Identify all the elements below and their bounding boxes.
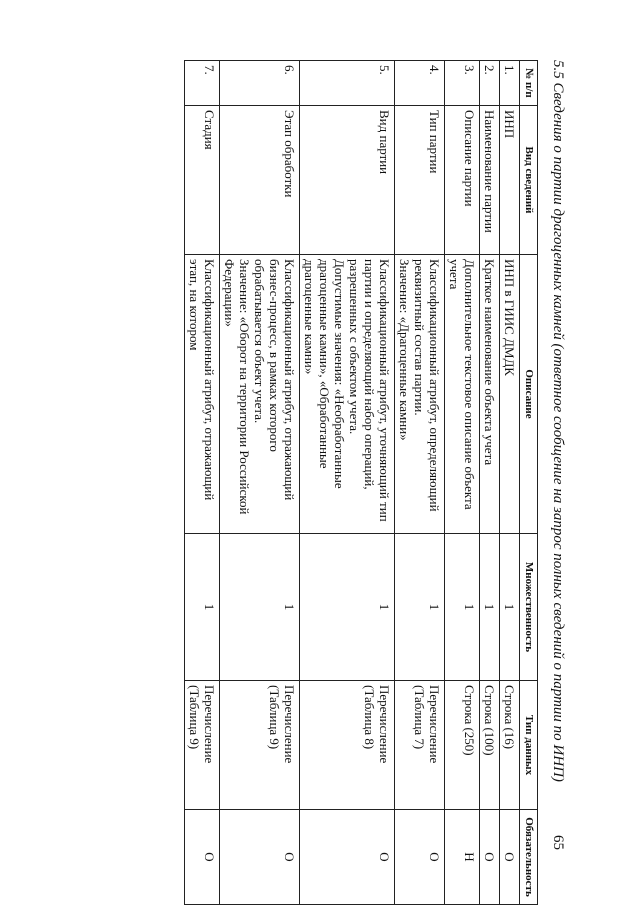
desc-line: ИНП в ГИИС ДМДК xyxy=(502,259,517,376)
desc-line: Классификационный атрибут, определяющий реквизитный состав партии. xyxy=(412,259,442,512)
cell-mult: 1 xyxy=(185,534,220,681)
cell-req: О xyxy=(480,810,500,905)
cell-req: Н xyxy=(445,810,480,905)
cell-type: Строка (16) xyxy=(500,681,520,810)
cell-desc xyxy=(445,255,480,534)
cell-req: О xyxy=(185,810,220,905)
desc-line: Дополнительное текстовое описание объекта учета xyxy=(447,259,477,510)
cell-desc xyxy=(300,255,395,534)
cell-mult: 1 xyxy=(395,534,445,681)
cell-mult: 1 xyxy=(300,534,395,681)
header-kind: Вид сведений xyxy=(520,106,538,255)
desc-line: Значение: «Драгоценные камни» xyxy=(397,259,412,441)
cell-type: Строка (100) xyxy=(480,681,500,810)
cell-type: Перечисление (Таблица 9) xyxy=(220,681,300,810)
cell-num: 7. xyxy=(185,61,220,106)
header-mult: Множественность xyxy=(520,534,538,681)
cell-kind: Описание партии xyxy=(445,106,480,255)
cell-kind: Стадия xyxy=(185,106,220,255)
cell-mult: 1 xyxy=(220,534,300,681)
desc-line: Классификационный атрибут, отражающий бизнес-процесс, в рамках которого обрабатывается объект учета. xyxy=(252,259,297,501)
cell-desc xyxy=(220,255,300,534)
cell-desc xyxy=(480,255,500,534)
desc-line: Допустимые значения: «Необработанные драгоценные камни», «Обработанные драгоценные камни» xyxy=(302,259,347,489)
table-row xyxy=(185,61,220,905)
cell-mult: 1 xyxy=(500,534,520,681)
desc-line: Краткое наименование объекта учета xyxy=(482,259,497,466)
cell-mult: 1 xyxy=(445,534,480,681)
desc-line: Классификационный атрибут, уточняющий тип партии и определяющий набор операций, разрешенных с объектом учета. xyxy=(347,259,392,522)
table-caption: 5.5 Сведения о партии драгоценных камней (ответное сообщение на запрос полных сведений о партии по ИНП) xyxy=(550,60,566,782)
cell-type: Перечисление (Таблица 7) xyxy=(395,681,445,810)
table-row xyxy=(220,61,300,905)
cell-kind: ИНП xyxy=(500,106,520,255)
cell-req: О xyxy=(395,810,445,905)
desc-line: Классификационный атрибут, отражающий этап, на котором xyxy=(187,259,217,501)
header-req: Обязательность xyxy=(520,810,538,905)
cell-num: 6. xyxy=(220,61,300,106)
table-row xyxy=(300,61,395,905)
data-table xyxy=(184,60,538,905)
rotated-content xyxy=(66,60,566,897)
cell-kind: Этап обработки xyxy=(220,106,300,255)
cell-num: 1. xyxy=(500,61,520,106)
cell-desc xyxy=(395,255,445,534)
desc-line: Значение: «Оборот на территории Российской Федерации» xyxy=(222,259,252,515)
cell-num: 3. xyxy=(445,61,480,106)
cell-req: О xyxy=(220,810,300,905)
cell-num: 4. xyxy=(395,61,445,106)
cell-num: 5. xyxy=(300,61,395,106)
cell-type: Перечисление (Таблица 8) xyxy=(300,681,395,810)
cell-desc xyxy=(500,255,520,534)
header-num: № п/п xyxy=(520,61,538,106)
cell-req: О xyxy=(500,810,520,905)
cell-kind: Тип партии xyxy=(395,106,445,255)
cell-desc xyxy=(185,255,220,534)
header-type: Тип данных xyxy=(520,681,538,810)
cell-req: О xyxy=(300,810,395,905)
table-header-row xyxy=(520,61,538,905)
cell-mult: 1 xyxy=(480,534,500,681)
cell-kind: Вид партии xyxy=(300,106,395,255)
cell-num: 2. xyxy=(480,61,500,106)
table-row xyxy=(395,61,445,905)
cell-kind: Наименование партии xyxy=(480,106,500,255)
table-row xyxy=(480,61,500,905)
table-row xyxy=(500,61,520,905)
header-desc: Описание xyxy=(520,255,538,534)
cell-type: Перечисление (Таблица 9) xyxy=(185,681,220,810)
page-number: 65 xyxy=(550,835,566,850)
cell-type: Строка (250) xyxy=(445,681,480,810)
table-row xyxy=(445,61,480,905)
